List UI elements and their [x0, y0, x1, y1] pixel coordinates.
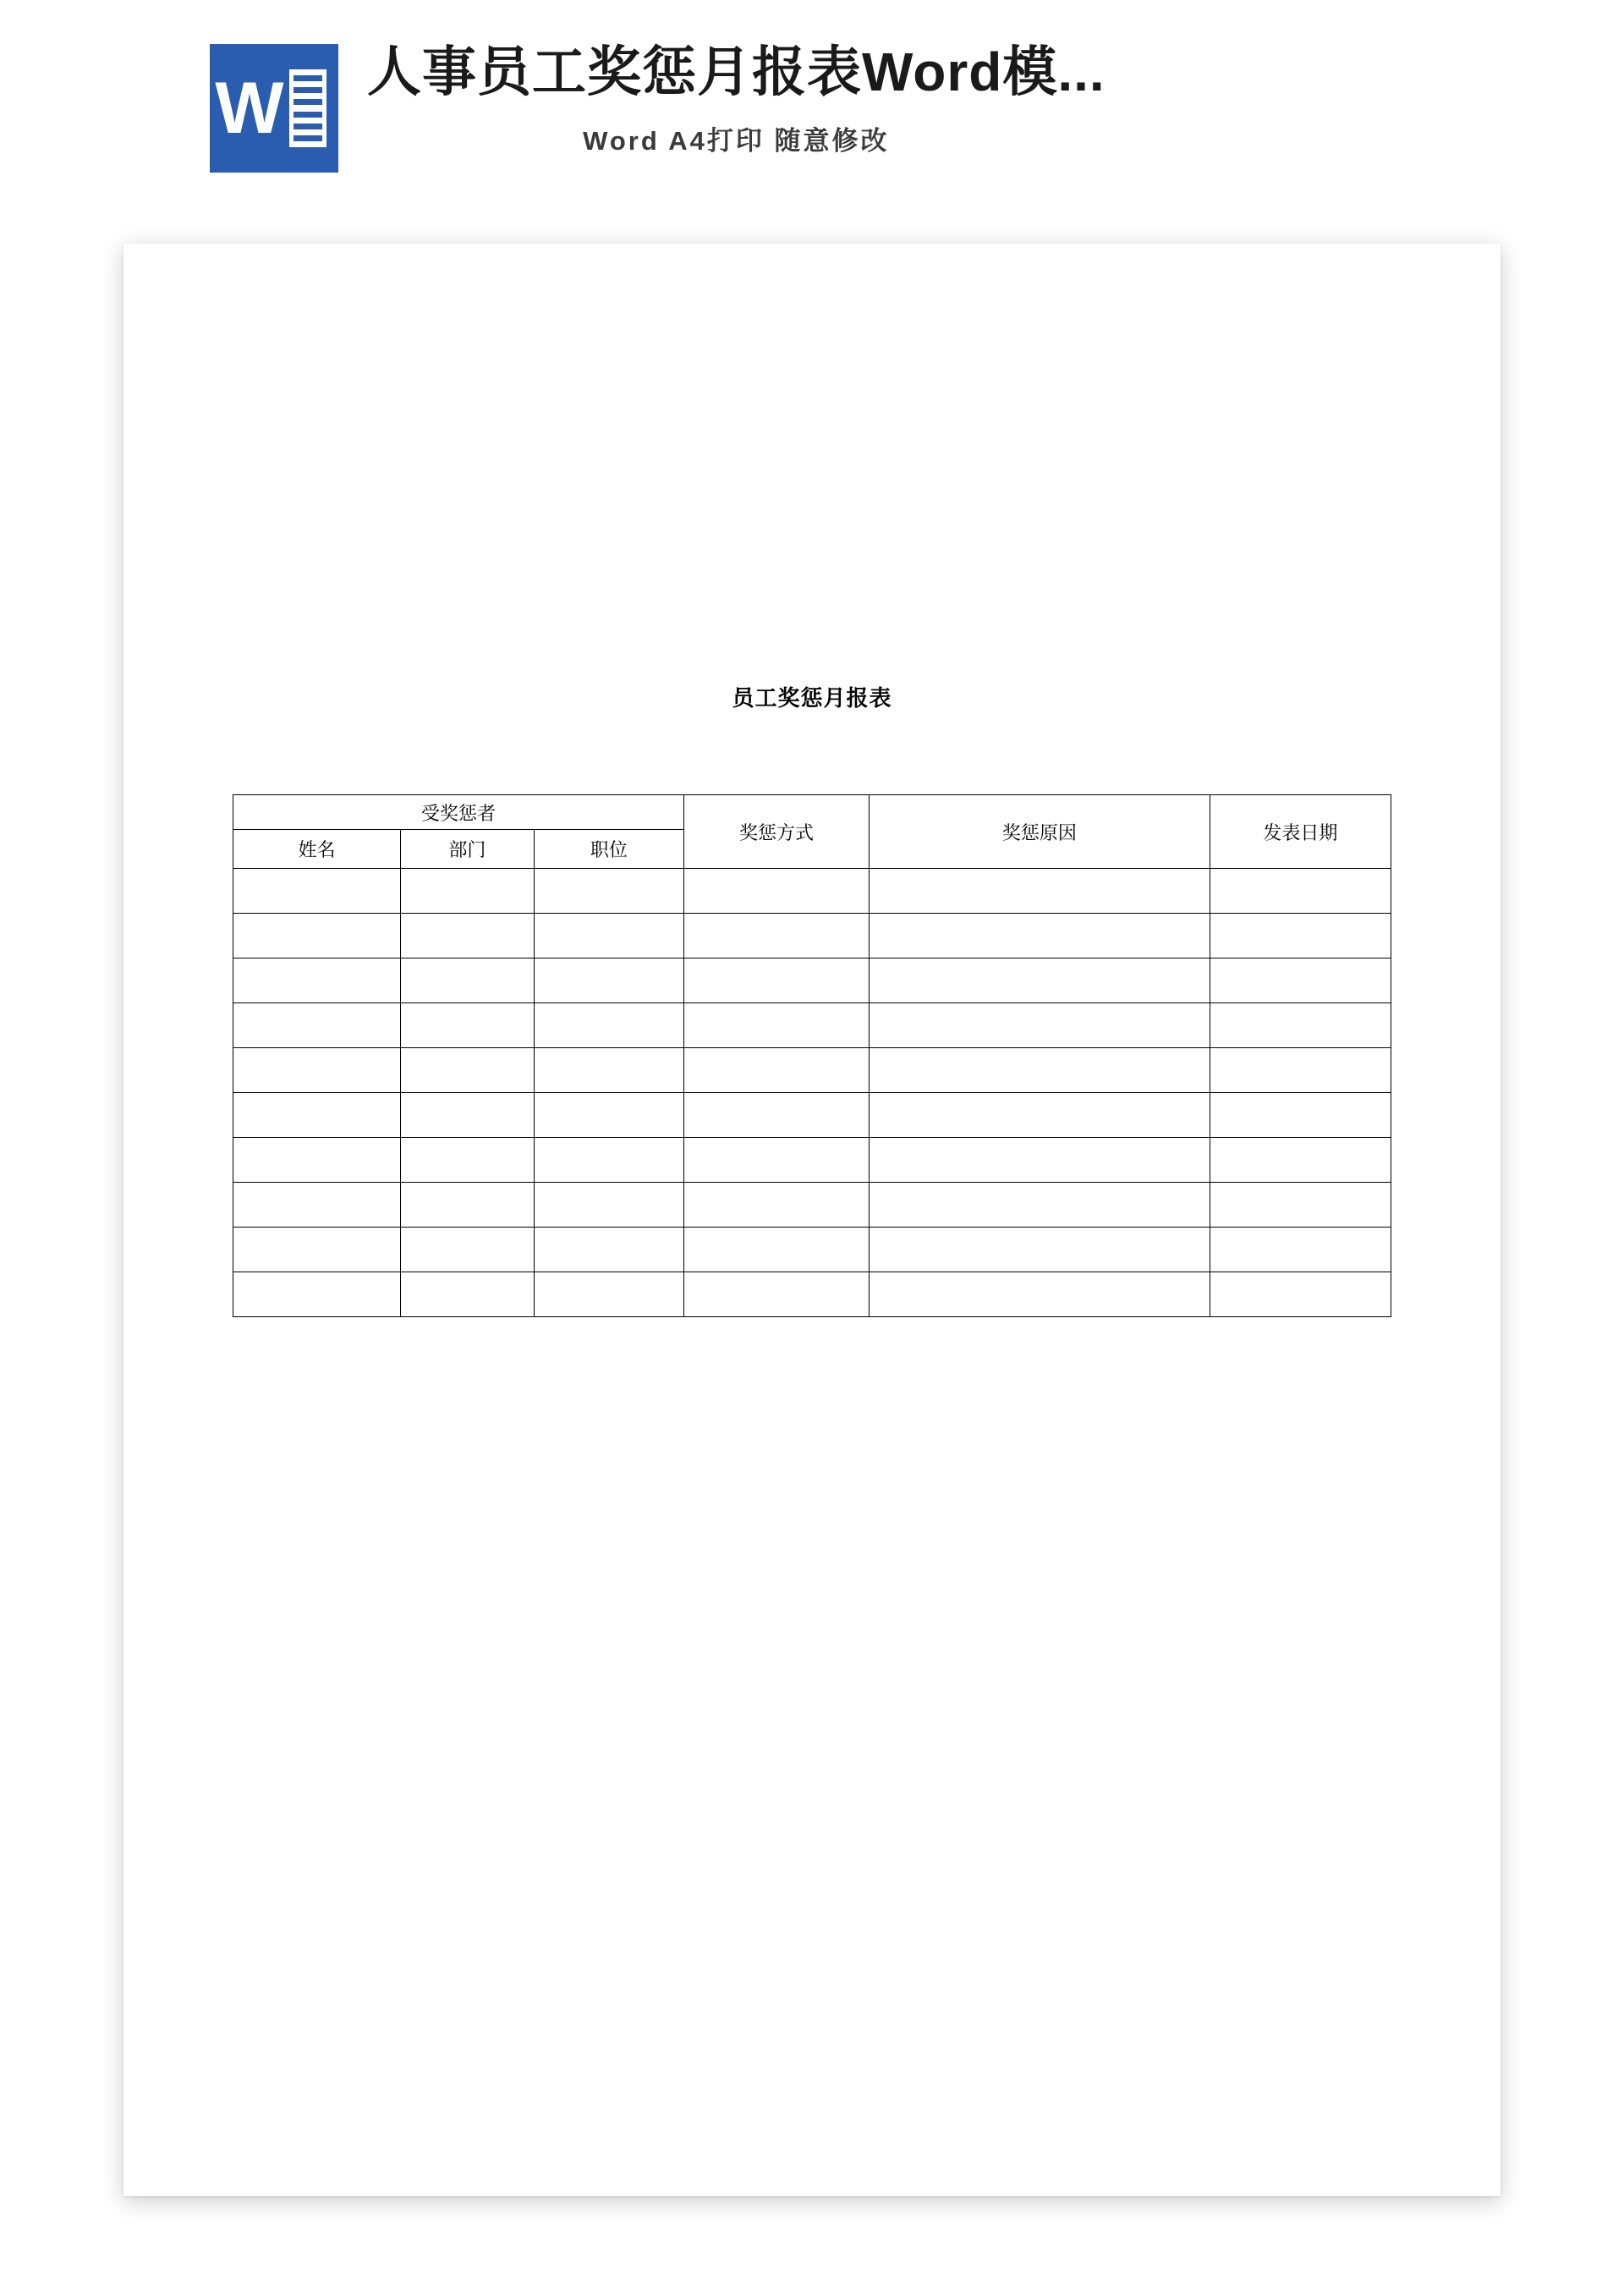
award-punishment-table: [233, 794, 1391, 1317]
cell-date[interactable]: [1210, 869, 1391, 914]
table-row: [233, 1228, 1391, 1272]
cell-method[interactable]: [684, 1138, 870, 1183]
cell-method[interactable]: [684, 1093, 870, 1138]
document-page: [123, 244, 1501, 2196]
cell-position[interactable]: [534, 1048, 683, 1093]
cell-department[interactable]: [401, 914, 535, 958]
table-row: [233, 1272, 1391, 1317]
cell-position[interactable]: [534, 1272, 683, 1317]
cell-method[interactable]: [684, 1183, 870, 1228]
cell-department[interactable]: [401, 869, 535, 914]
logo-line: [294, 99, 322, 105]
logo-line: [294, 75, 322, 81]
cell-name[interactable]: [233, 1183, 401, 1228]
cell-department[interactable]: [401, 1183, 535, 1228]
cell-name[interactable]: [233, 1048, 401, 1093]
table-row: [233, 958, 1391, 1003]
cell-reason[interactable]: [869, 958, 1210, 1003]
cell-name[interactable]: [233, 869, 401, 914]
cell-department[interactable]: [401, 1228, 535, 1272]
cell-reason[interactable]: [869, 1003, 1210, 1048]
header-cell-reason: 奖惩原因: [869, 795, 1210, 869]
page-title: 人事员工奖惩月报表Word模...: [367, 41, 1106, 102]
cell-name[interactable]: [233, 1228, 401, 1272]
cell-position[interactable]: [534, 1228, 683, 1272]
cell-reason[interactable]: [869, 1093, 1210, 1138]
cell-method[interactable]: [684, 958, 870, 1003]
cell-reason[interactable]: [869, 869, 1210, 914]
cell-position[interactable]: [534, 1003, 683, 1048]
table-row: [233, 1003, 1391, 1048]
cell-reason[interactable]: [869, 1228, 1210, 1272]
cell-date[interactable]: [1210, 1093, 1391, 1138]
cell-method[interactable]: [684, 1048, 870, 1093]
logo-line: [294, 124, 322, 129]
cell-name[interactable]: [233, 1093, 401, 1138]
header-cell-position: 职位: [534, 830, 683, 869]
logo-line: [294, 87, 322, 93]
cell-date[interactable]: [1210, 914, 1391, 958]
table-row: [233, 914, 1391, 958]
cell-name[interactable]: [233, 958, 401, 1003]
cell-name[interactable]: [233, 914, 401, 958]
cell-position[interactable]: [534, 958, 683, 1003]
cell-method[interactable]: [684, 869, 870, 914]
cell-department[interactable]: [401, 1003, 535, 1048]
cell-method[interactable]: [684, 914, 870, 958]
cell-date[interactable]: [1210, 1183, 1391, 1228]
page-header: [0, 0, 1624, 211]
document-title: 员工奖惩月报表: [732, 685, 892, 711]
logo-line: [294, 135, 322, 141]
cell-reason[interactable]: [869, 1183, 1210, 1228]
header-cell-name: 姓名: [233, 830, 401, 869]
cell-name[interactable]: [233, 1003, 401, 1048]
cell-department[interactable]: [401, 958, 535, 1003]
cell-method[interactable]: [684, 1272, 870, 1317]
table-row: [233, 1048, 1391, 1093]
cell-department[interactable]: [401, 1048, 535, 1093]
cell-date[interactable]: [1210, 1272, 1391, 1317]
cell-method[interactable]: [684, 1003, 870, 1048]
header-cell-recipient: 受奖惩者: [233, 795, 684, 830]
logo-line: [294, 112, 322, 118]
cell-position[interactable]: [534, 1093, 683, 1138]
table-row: [233, 1093, 1391, 1138]
page-subtitle: Word A4打印 随意修改: [583, 126, 890, 157]
table-row: [233, 869, 1391, 914]
cell-name[interactable]: [233, 1138, 401, 1183]
header-cell-department: 部门: [401, 830, 535, 869]
cell-reason[interactable]: [869, 1138, 1210, 1183]
cell-reason[interactable]: [869, 914, 1210, 958]
table-header-row-top: [233, 795, 1391, 830]
cell-reason[interactable]: [869, 1272, 1210, 1317]
cell-date[interactable]: [1210, 1138, 1391, 1183]
word-logo-icon: [210, 44, 338, 173]
cell-department[interactable]: [401, 1093, 535, 1138]
cell-reason[interactable]: [869, 1048, 1210, 1093]
table-row: [233, 1183, 1391, 1228]
cell-date[interactable]: [1210, 1228, 1391, 1272]
word-logo-letter: W: [215, 68, 284, 149]
header-cell-method: 奖惩方式: [684, 795, 870, 869]
cell-department[interactable]: [401, 1272, 535, 1317]
cell-department[interactable]: [401, 1138, 535, 1183]
cell-method[interactable]: [684, 1228, 870, 1272]
word-logo-lines: [289, 69, 326, 147]
cell-name[interactable]: [233, 1272, 401, 1317]
header-cell-date: 发表日期: [1210, 795, 1391, 869]
cell-position[interactable]: [534, 1183, 683, 1228]
header-text-block: [367, 41, 1106, 157]
table-row: [233, 1138, 1391, 1183]
cell-position[interactable]: [534, 1138, 683, 1183]
cell-position[interactable]: [534, 914, 683, 958]
cell-date[interactable]: [1210, 1048, 1391, 1093]
cell-date[interactable]: [1210, 958, 1391, 1003]
cell-date[interactable]: [1210, 1003, 1391, 1048]
cell-position[interactable]: [534, 869, 683, 914]
